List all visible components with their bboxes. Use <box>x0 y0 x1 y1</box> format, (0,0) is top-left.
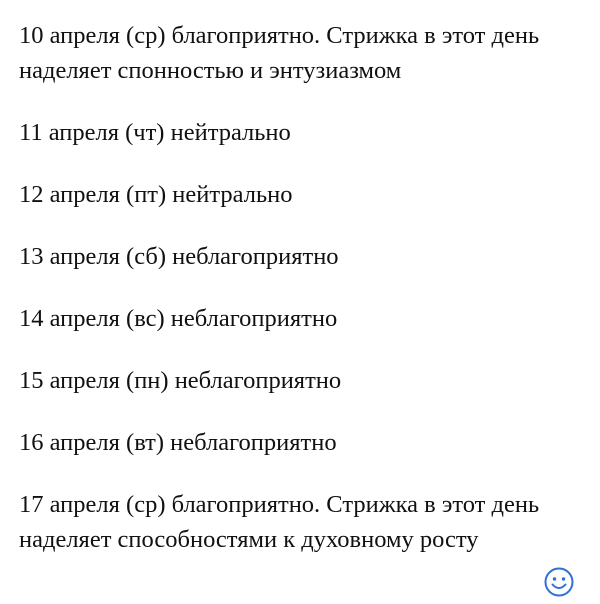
entry-apr-16: 16 апреля (вт) неблагоприятно <box>19 429 337 456</box>
entry-apr-11: 11 апреля (чт) нейтрально <box>19 119 291 146</box>
emoji-button[interactable] <box>544 567 574 597</box>
smiley-icon <box>544 567 574 597</box>
entry-apr-13: 13 апреля (сб) неблагоприятно <box>19 243 339 270</box>
entry-apr-17: 17 апреля (ср) благоприятно. Стрижка в этот день наделяет способностями к духовному росту <box>19 491 540 553</box>
entry-apr-10: 10 апреля (ср) благоприятно. Стрижка в этот день наделяет спонностью и энтузиазмом <box>19 22 540 84</box>
entry-apr-15: 15 апреля (пн) неблагоприятно <box>19 367 342 394</box>
entry-apr-12: 12 апреля (пт) нейтрально <box>19 181 293 208</box>
entry-apr-14: 14 апреля (вс) неблагоприятно <box>19 305 338 332</box>
document-body <box>19 18 579 584</box>
